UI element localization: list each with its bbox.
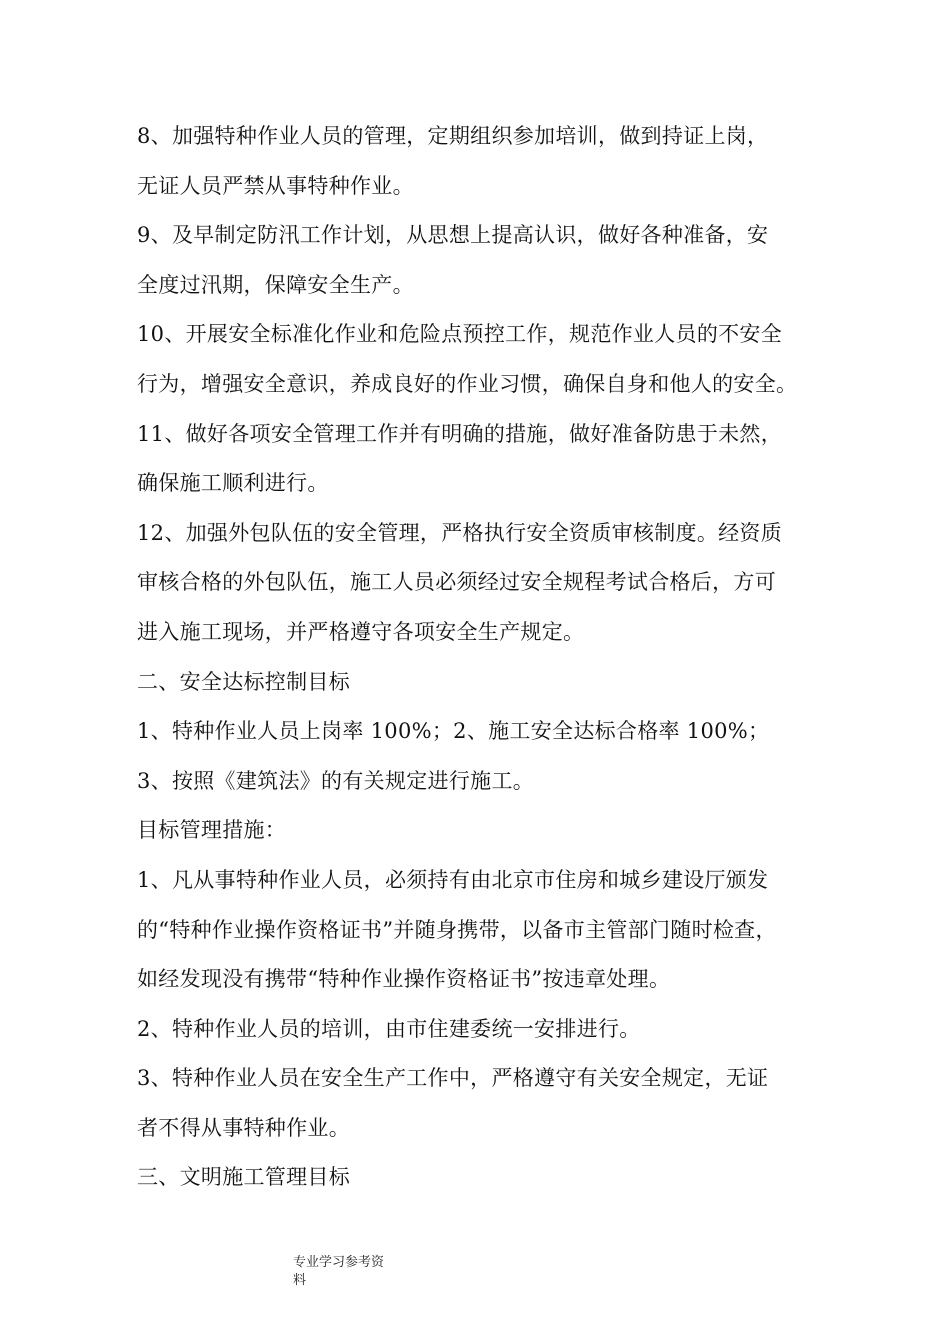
text-line: 者不得从事特种作业。 (137, 1115, 350, 1140)
text-line: 如经发现没有携带“特种作业操作资格证书”按违章处理。 (137, 967, 671, 992)
section-heading: 三、文明施工管理目标 (137, 1165, 350, 1190)
section-heading: 二、安全达标控制目标 (137, 669, 350, 694)
text-line: 10、开展安全标准化作业和危险点预控工作，规范作业人员的不安全 (137, 322, 783, 347)
text-line: 9、及早制定防汛工作计划，从思想上提高认识，做好各种准备，安 (137, 223, 769, 248)
text-line: 进入施工现场，并严格遵守各项安全生产规定。 (137, 619, 585, 644)
footer-text-line2: 料 (293, 1273, 307, 1288)
text-line: 全度过汛期，保障安全生产。 (137, 272, 414, 297)
page-footer (293, 1254, 403, 1290)
text-line: 11、做好各项安全管理工作并有明确的措施，做好准备防患于未然， (137, 421, 783, 446)
text-line: 12、加强外包队伍的安全管理，严格执行安全资质审核制度。经资质 (137, 520, 783, 545)
text-line: 行为，增强安全意识，养成良好的作业习惯，确保自身和他人的安全。 (137, 371, 798, 396)
text-line: 审核合格的外包队伍，施工人员必须经过安全规程考试合格后，方可 (137, 570, 776, 595)
text-line: 1、特种作业人员上岗率 100%；2、施工安全达标合格率 100%； (137, 719, 770, 744)
text-line: 的“特种作业操作资格证书”并随身携带，以备市主管部门随时检查， (137, 917, 777, 942)
subsection-heading: 目标管理措施： (137, 818, 287, 843)
text-line: 无证人员严禁从事特种作业。 (137, 173, 414, 198)
text-line: 2、特种作业人员的培训，由市住建委统一安排进行。 (137, 1016, 641, 1041)
text-line: 3、特种作业人员在安全生产工作中，严格遵守有关安全规定，无证 (137, 1066, 769, 1091)
text-line: 1、凡从事特种作业人员，必须持有由北京市住房和城乡建设厅颁发 (137, 867, 769, 892)
document-body (137, 112, 827, 1203)
text-line: 8、加强特种作业人员的管理，定期组织参加培训，做到持证上岗， (137, 124, 769, 148)
footer-text-line1: 专业学习参考资 (293, 1255, 385, 1270)
text-line: 3、按照《建筑法》的有关规定进行施工。 (137, 768, 535, 793)
text-line: 确保施工顺利进行。 (137, 471, 329, 496)
